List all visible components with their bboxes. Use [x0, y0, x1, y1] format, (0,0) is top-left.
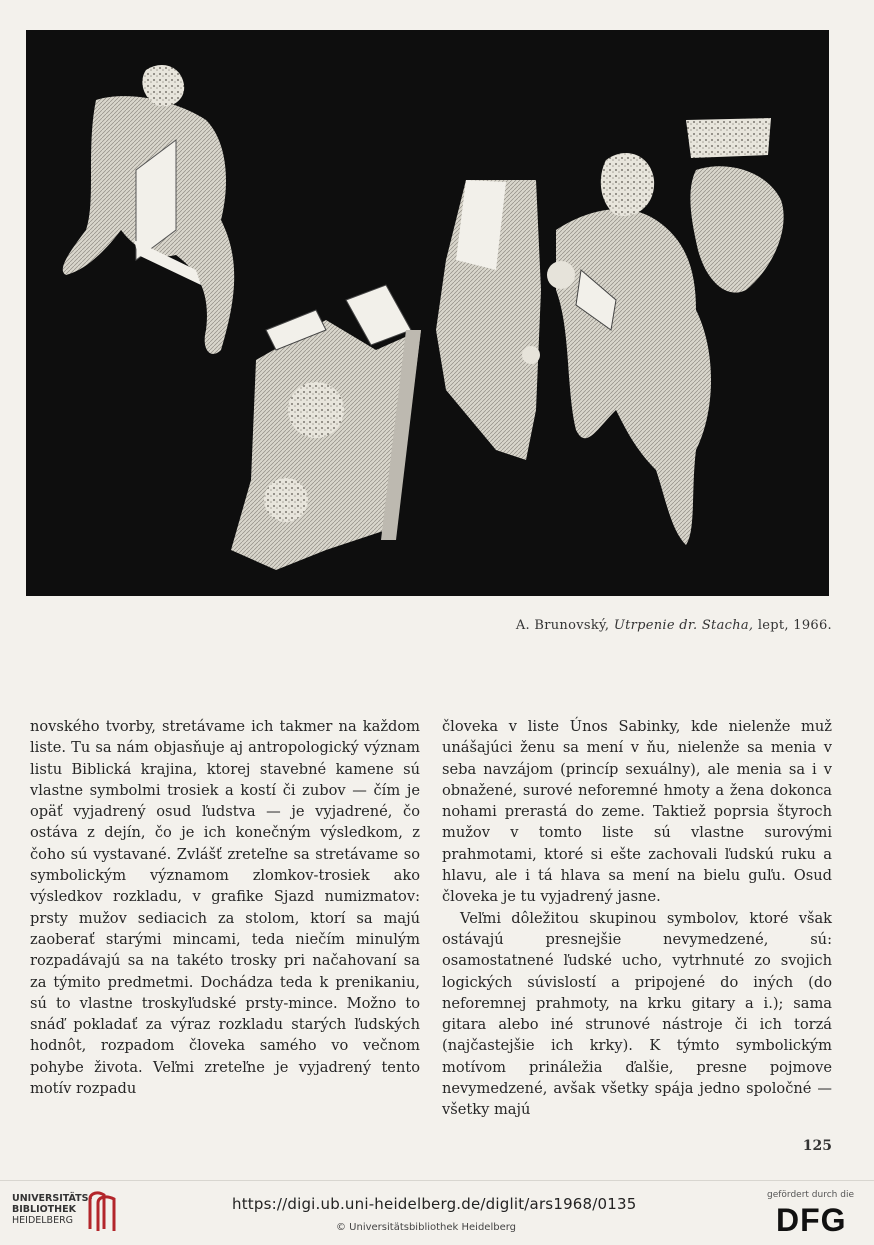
- dfg-logo-text: DFG: [776, 1202, 847, 1235]
- paragraph: novského tvorby, stretávame ich takmer na každom liste. Tu sa nám objasňuje aj antropologický význam listu Biblická krajina, ktorej stavebné kamene sú vlastne symbolmi trosiek a kostí či zubov — čím je opäť vyjadrený osud ľudstva — je vyjadrené, čo ostáva z dejín, čo je ich konečným výsledkom, z čoho sú vystavané. Zvlášť zreteľne sa stretávame so symbolickým významom zlomkov-trosiek ako výsledkov rozkladu, v grafike Sjazd numizmatov: prsty mužov sediacich za stolom, ktorí sa majú zaoberať starými mincami, teda niečím minulým rozpadávajú sa na takéto trosky pri načahovaní sa za týmito predmetmi. Dochádza teda k prenikaniu, sú to vlastne troskyľudské prsty-mince. Možno to snáď pokladať za výraz rozkladu starých ľudských hodnôt, rozpadom človeka samého vo večnom pohybe života. Veľmi zreteľne je vyjadrený tento motív rozpadu: [30, 718, 420, 1098]
- library-name: [12, 1193, 92, 1226]
- figure-left: [63, 65, 234, 354]
- paragraph: Veľmi dôležitou skupinou symbolov, ktoré však ostávajú presnejšie nevymedzené, sú: osamostatnené ľudské ucho, vytrhnuté zo svojich logických súvislostí a pripojené do iných (do neforemnej prahmoty, na krku gitary a i.); sama gitara alebo iné strunové nástroje či ich torzá (najčastejšie ich krky). K týmto symbolickým motívom prináležia ďalšie, presne pojmove nevymedzené, avšak všetky spája jedno spoločné — všetky majú: [442, 909, 832, 1119]
- figure-right-group: [436, 118, 784, 545]
- library-name-line3: HEIDELBERG: [12, 1215, 74, 1226]
- paragraph: človeka v liste Únos Sabinky, kde nielenže muž unášajúci ženu sa mení v ňu, nielenže sa menia v seba navzájom (princíp sexuálny), ale menia sa i v obnažené, surové neforemné hmoty a žena dokonca nohami prerastá do zeme. Taktiež poprsia štyroch mužov v tomto liste sú vlastne surovými prahmotami, ktoré si ešte zachovali ľudskú ruku a hlavu, ale i tá hlava sa mení na bielu guľu. Osud človeka je tu vyjadrený jasne.: [442, 718, 832, 906]
- library-name-line2: BIBLIOTHEK: [12, 1204, 76, 1215]
- footer-bar: [0, 1180, 874, 1245]
- library-name-line1: UNIVERSITÄTS-: [12, 1193, 93, 1204]
- dfg-logo-icon: [774, 1201, 858, 1235]
- figure-caption: [516, 618, 832, 633]
- caption-technique-year: lept, 1966.: [757, 618, 832, 633]
- etching-illustration: [26, 30, 829, 596]
- library-logo-icon: [84, 1189, 124, 1235]
- text-column-right: [442, 716, 832, 1121]
- caption-title: Utrpenie dr. Stacha,: [613, 618, 754, 633]
- etching-artwork: [26, 30, 829, 596]
- caption-artist: A. Brunovský,: [515, 618, 610, 633]
- figure-center-fragments: [231, 285, 421, 570]
- copyright-notice: © Universitätsbibliothek Heidelberg: [336, 1222, 517, 1233]
- source-url-link[interactable]: https://digi.ub.uni-heidelberg.de/diglit/ars1968/0135: [232, 1195, 637, 1213]
- text-column-left: [30, 716, 420, 1099]
- page-number: 125: [802, 1138, 832, 1154]
- funder-note: gefördert durch die: [767, 1190, 854, 1200]
